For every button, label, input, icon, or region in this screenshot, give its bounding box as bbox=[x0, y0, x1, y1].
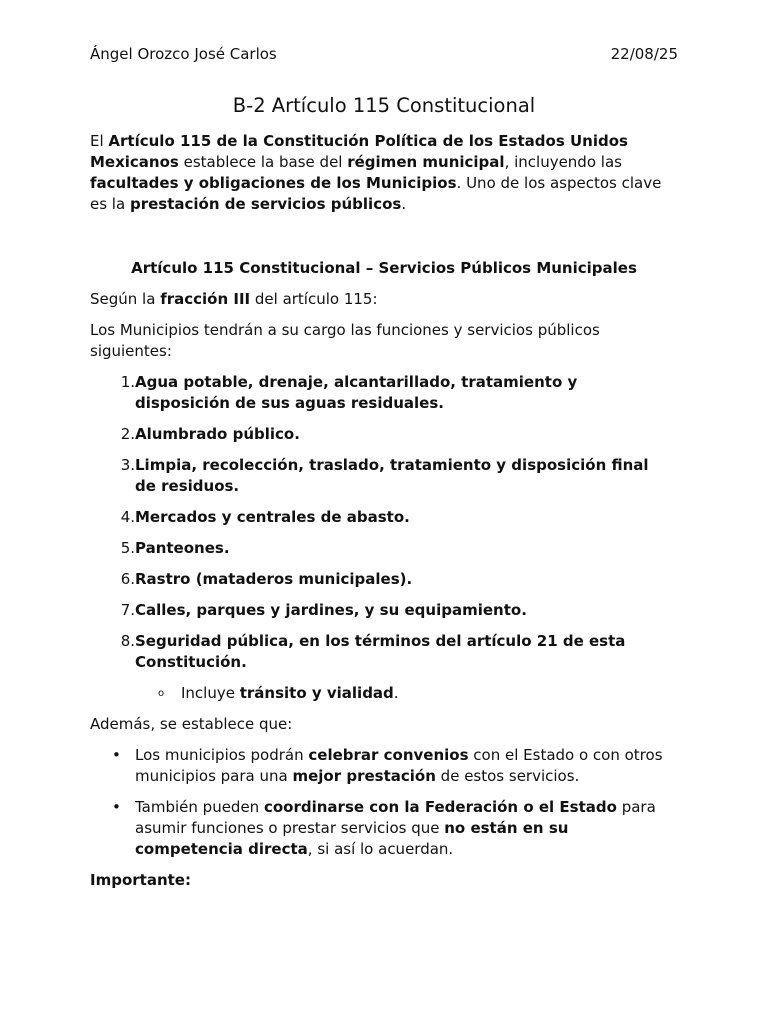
list-number: 3. bbox=[120, 456, 135, 474]
intro-text-5: . bbox=[401, 195, 407, 213]
intro-text-1: El bbox=[90, 132, 109, 150]
document-date: 22/08/25 bbox=[610, 45, 678, 63]
fraccion-bold: fracción III bbox=[160, 290, 251, 308]
bullet-item-text bbox=[135, 745, 678, 787]
list-item bbox=[90, 372, 678, 414]
bullet2-bold-1: coordinarse con la Federación o el Estado bbox=[263, 798, 617, 816]
lead-paragraph: Los Municipios tendrán a su cargo las funciones y servicios públicos siguientes: bbox=[90, 321, 600, 360]
fraccion-paragraph bbox=[90, 289, 678, 310]
intro-bold-3: facultades y obligaciones de los Municipios bbox=[90, 174, 457, 192]
list-item-text: Alumbrado público. bbox=[135, 425, 300, 443]
document-title: B-2 Artículo 115 Constitucional bbox=[232, 94, 536, 117]
list-number: 2. bbox=[120, 425, 135, 443]
bullet2-text-1: También pueden bbox=[135, 798, 264, 816]
bullet-icon: • bbox=[112, 798, 121, 816]
list-item bbox=[90, 569, 678, 590]
fraccion-text-2: del artículo 115: bbox=[250, 290, 378, 308]
intro-bold-4: prestación de servicios públicos bbox=[129, 195, 402, 213]
list-item bbox=[90, 631, 678, 673]
author-name: Ángel Orozco José Carlos bbox=[90, 45, 277, 63]
list-item bbox=[90, 538, 678, 559]
subitem-text-1: Incluye bbox=[181, 684, 240, 702]
bullet1-text-2: con el Estado o con otros municipios para una bbox=[135, 746, 663, 785]
intro-bold-1: Artículo 115 de la Constitución Política de los Estados Unidos Mexicanos bbox=[90, 132, 628, 171]
bullet1-bold-1: celebrar convenios bbox=[308, 746, 469, 764]
bullet2-text-3: , si así lo acuerdan. bbox=[307, 840, 454, 858]
sub-bullet-icon: o bbox=[158, 688, 165, 699]
document-header bbox=[90, 44, 678, 65]
ademas-paragraph: Además, se establece que: bbox=[90, 715, 293, 733]
sub-list-item-text bbox=[181, 683, 399, 704]
list-item-text: Mercados y centrales de abasto. bbox=[135, 508, 410, 526]
intro-text-4: . Uno de los aspectos clave es la bbox=[90, 174, 662, 213]
bullet1-text-3: de estos servicios. bbox=[435, 767, 580, 785]
bullet2-text-2: para asumir funciones o prestar servicios que bbox=[135, 798, 656, 837]
sub-list-item bbox=[158, 683, 678, 704]
list-item-text: Calles, parques y jardines, y su equipamiento. bbox=[135, 601, 527, 619]
intro-text-3: , incluyendo las bbox=[504, 153, 622, 171]
bullet1-text-1: Los municipios podrán bbox=[135, 746, 309, 764]
bullet1-bold-2: mejor prestación bbox=[292, 767, 436, 785]
list-number: 4. bbox=[120, 508, 135, 526]
list-item-text: Agua potable, drenaje, alcantarillado, tratamiento y disposición de sus aguas residuales. bbox=[135, 373, 578, 412]
bullet-item bbox=[90, 797, 678, 860]
intro-paragraph bbox=[90, 131, 678, 215]
fraccion-text-1: Según la bbox=[90, 290, 161, 308]
list-item bbox=[90, 455, 678, 497]
list-number: 5. bbox=[120, 539, 135, 557]
list-item-text: Seguridad pública, en los términos del artículo 21 de esta Constitución. bbox=[135, 632, 626, 671]
list-number: 7. bbox=[120, 601, 135, 619]
bullet-item-text bbox=[135, 797, 678, 860]
bullet2-bold-2: no están en su competencia directa bbox=[135, 819, 569, 858]
list-number: 6. bbox=[120, 570, 135, 588]
intro-bold-2: régimen municipal bbox=[347, 153, 505, 171]
bullet-list bbox=[90, 745, 678, 860]
intro-text-2: establece la base del bbox=[178, 153, 348, 171]
list-item bbox=[90, 424, 678, 445]
list-number: 1. bbox=[120, 373, 135, 391]
section-heading: Artículo 115 Constitucional – Servicios Públicos Municipales bbox=[131, 259, 637, 277]
list-item-text: Panteones. bbox=[135, 539, 230, 557]
list-item bbox=[90, 600, 678, 621]
bullet-icon: • bbox=[112, 746, 121, 764]
services-list bbox=[90, 372, 678, 673]
list-item-text: Limpia, recolección, traslado, tratamiento y disposición final de residuos. bbox=[135, 456, 649, 495]
subitem-bold: tránsito y vialidad bbox=[239, 684, 394, 702]
list-item bbox=[90, 507, 678, 528]
bullet-item bbox=[90, 745, 678, 787]
list-number: 8. bbox=[120, 632, 135, 650]
subitem-text-2: . bbox=[393, 684, 399, 702]
list-item-text: Rastro (mataderos municipales). bbox=[135, 570, 413, 588]
important-label: Importante: bbox=[90, 871, 191, 889]
